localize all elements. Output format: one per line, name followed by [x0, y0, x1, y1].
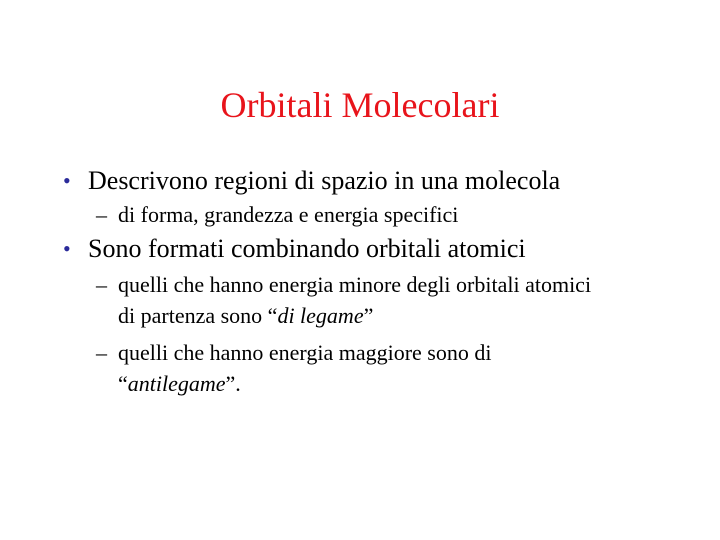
dash-icon: – [96, 202, 107, 227]
sub-bullet-text-line2 [118, 368, 241, 399]
text-run: ” [363, 303, 374, 328]
dash-icon: – [96, 272, 107, 297]
sub-bullet-text: di forma, grandezza e energia specifici [118, 202, 459, 227]
bullet-icon: • [63, 168, 71, 193]
emphasis-text: antilegame [127, 371, 226, 396]
bullet-icon: • [63, 236, 71, 261]
bullet-text: Sono formati combinando orbitali atomici [88, 234, 526, 263]
emphasis-text: di legame [277, 303, 364, 328]
text-run: di partenza sono “ [118, 303, 278, 328]
sub-bullet-text-line2 [118, 300, 373, 331]
dash-icon: – [96, 340, 107, 365]
slide-title: Orbitali Molecolari [220, 85, 500, 125]
bullet-text: Descrivono regioni di spazio in una molecola [88, 166, 561, 195]
sub-bullet-text: quelli che hanno energia maggiore sono di [118, 340, 492, 365]
sub-bullet-text: quelli che hanno energia minore degli orbitali atomici [118, 272, 592, 297]
text-run: “ [118, 371, 128, 396]
text-run: ”. [225, 371, 241, 396]
